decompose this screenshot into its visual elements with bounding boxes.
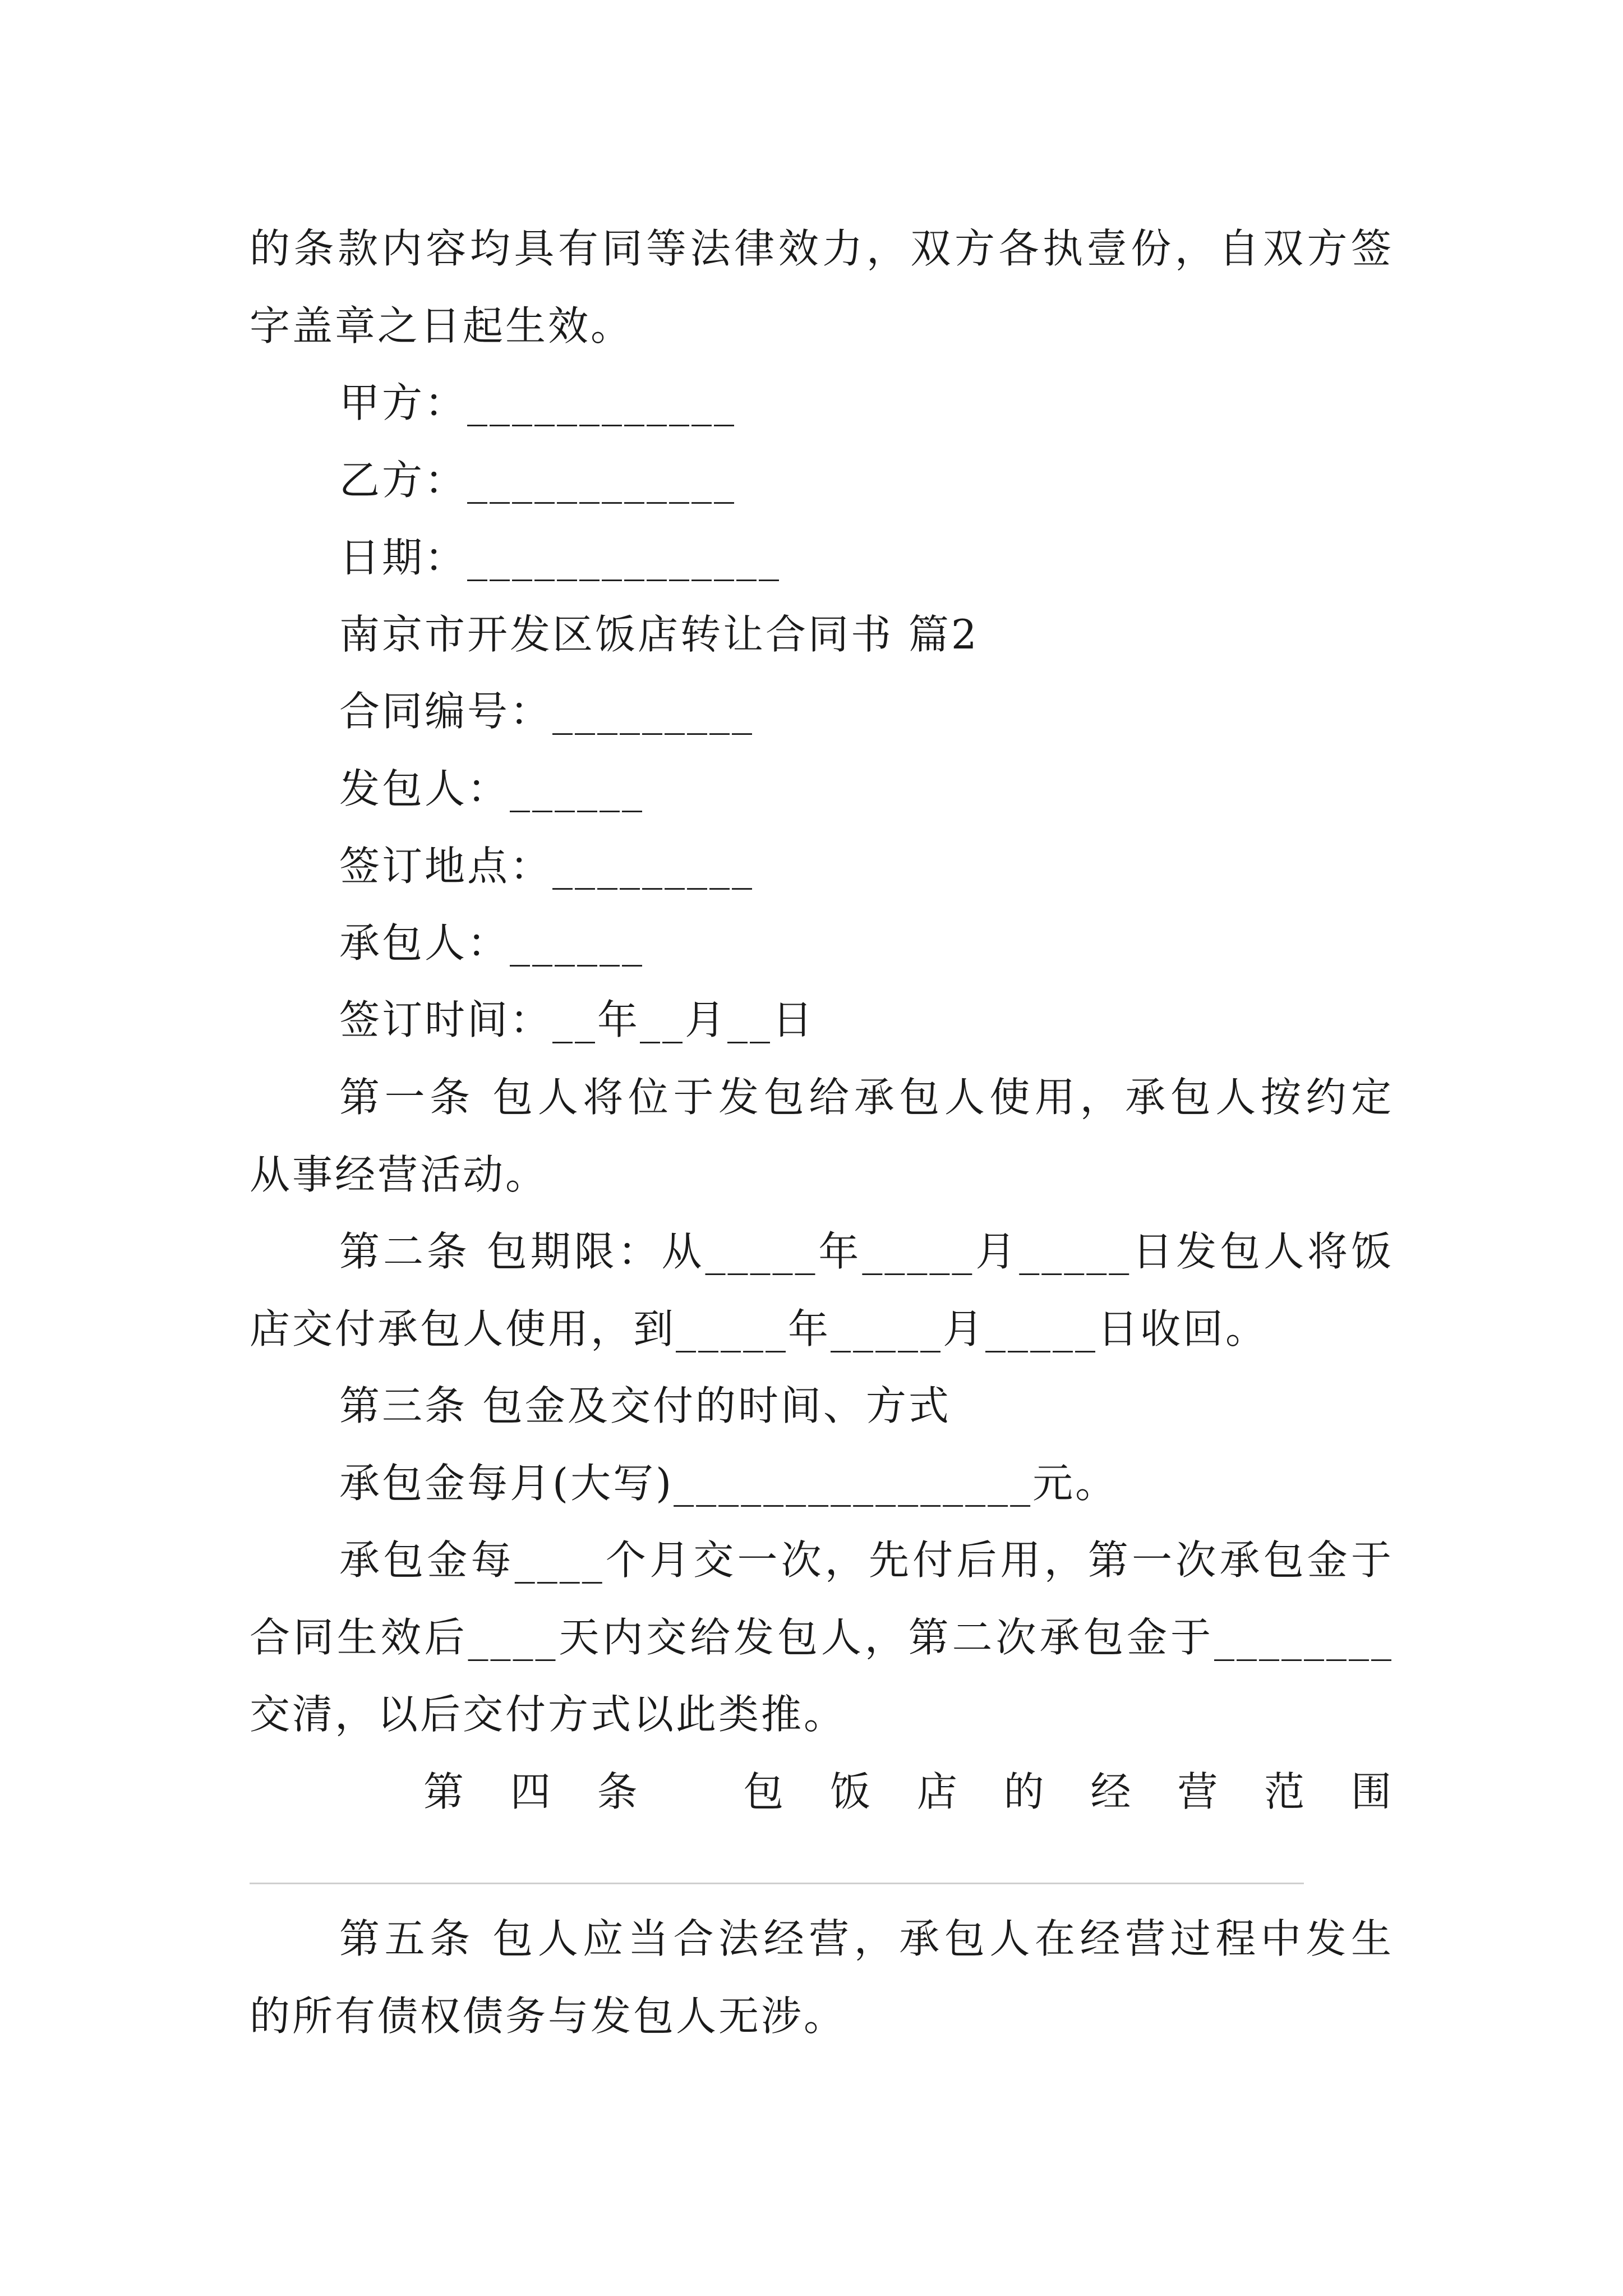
text-line: 字盖章之日起生效。: [250, 302, 634, 349]
article-5-line: 第五条 包人应当合法经营，承包人在经营过程中发生: [339, 1915, 1394, 1962]
article-4-line: 第四条 包饭店的经营范围: [423, 1768, 1394, 1815]
contract-number-line: 合同编号：_________: [339, 688, 755, 735]
party-a-line: 甲方：____________: [339, 379, 737, 426]
section-title: 南京市开发区饭店转让合同书 篇2: [339, 611, 979, 658]
divider: [250, 1883, 1304, 1884]
text-line: 店交付承包人使用，到_____年_____月_____日收回。: [250, 1305, 1269, 1352]
text-line: 承包金每____个月交一次，先付后用，第一次承包金于: [339, 1536, 1394, 1584]
text-line: 从事经营活动。: [250, 1151, 548, 1198]
text-line: 合同生效后____天内交给发包人，第二次承包金于________: [250, 1614, 1394, 1661]
party-b-line: 乙方：____________: [339, 457, 737, 504]
article-2-line: 第二条 包期限：从_____年_____月_____日发包人将饭: [339, 1228, 1394, 1275]
signing-time-line: 签订时间：__年__月__日: [339, 996, 815, 1043]
contractor-line: 发包人：______: [339, 765, 645, 812]
signing-place-line: 签订地点：_________: [339, 843, 755, 890]
text-line: 承包金每月(大写)________________元。: [339, 1460, 1118, 1507]
text-line: 的所有债权债务与发包人无涉。: [250, 1993, 847, 2040]
article-1-line: 第一条 包人将位于发包给承包人使用，承包人按约定: [339, 1074, 1394, 1121]
contractee-line: 承包人：______: [339, 919, 645, 967]
text-line: 的条款内容均具有同等法律效力，双方各执壹份，自双方签: [250, 225, 1394, 272]
text-line: 交清，以后交付方式以此类推。: [250, 1691, 847, 1738]
article-3-line: 第三条 包金及交付的时间、方式: [339, 1382, 951, 1429]
date-line: 日期：______________: [339, 534, 782, 581]
